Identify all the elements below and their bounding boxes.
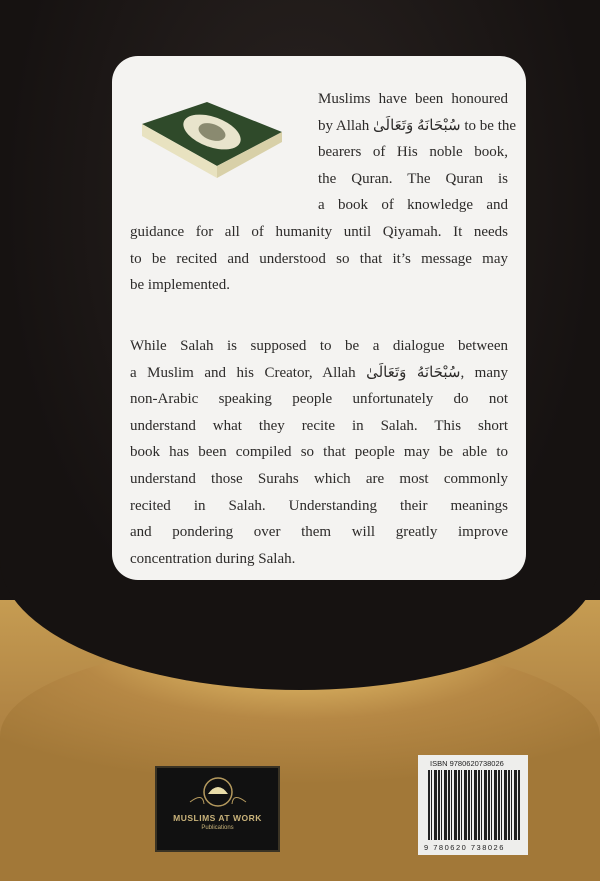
blurb-paragraph-1-bottom [130, 219, 508, 299]
text-line: a Muslim and his Creator, Allah سُبْحَانَهُ وَتَعَالَىٰ, many [130, 364, 509, 381]
text-line: understand those Surahs which are most commonly [130, 470, 508, 487]
publisher-subtitle: Publications [201, 825, 234, 831]
blurb-paragraph-1-top [318, 86, 517, 219]
publisher-name: MUSLIMS AT WORK [173, 813, 262, 823]
text-line: recited in Salah. Understanding their meanings [130, 497, 508, 514]
text-line: non-Arabic speaking people unfortunately do not [130, 391, 508, 408]
text-line: be implemented. [130, 277, 230, 294]
text-line: concentration during Salah. [130, 550, 296, 567]
text-line: book has been compiled so that people may be able to [130, 444, 508, 461]
text-line: a book of knowledge and [318, 197, 508, 214]
text-line: to be recited and understood so that it’s message may [130, 250, 508, 267]
isbn-barcode [418, 755, 528, 855]
publisher-logo [155, 766, 280, 852]
blurb-panel [112, 56, 526, 580]
isbn-label: ISBN 9780620738026 [430, 759, 504, 768]
blurb-paragraph-2 [130, 333, 508, 572]
text-line: the Quran. The Quran is [318, 170, 508, 187]
ornament-icon [188, 772, 248, 812]
text-line: While Salah is supposed to be a dialogue between [130, 338, 508, 354]
text-line: by Allah سُبْحَانَهُ وَتَعَالَىٰ to be the [318, 117, 517, 134]
text-line: Muslims have been honoured [318, 91, 508, 107]
barcode-digits: 9 780620 738026 [424, 843, 505, 852]
text-line: bearers of His noble book, [318, 144, 508, 161]
text-line: understand what they recite in Salah. This short [130, 417, 508, 434]
barcode-bars [428, 770, 520, 840]
text-line: guidance for all of humanity until Qiyamah. It needs [130, 224, 508, 240]
text-line: and pondering over them will greatly improve [130, 524, 508, 541]
quran-book-image [132, 94, 292, 184]
